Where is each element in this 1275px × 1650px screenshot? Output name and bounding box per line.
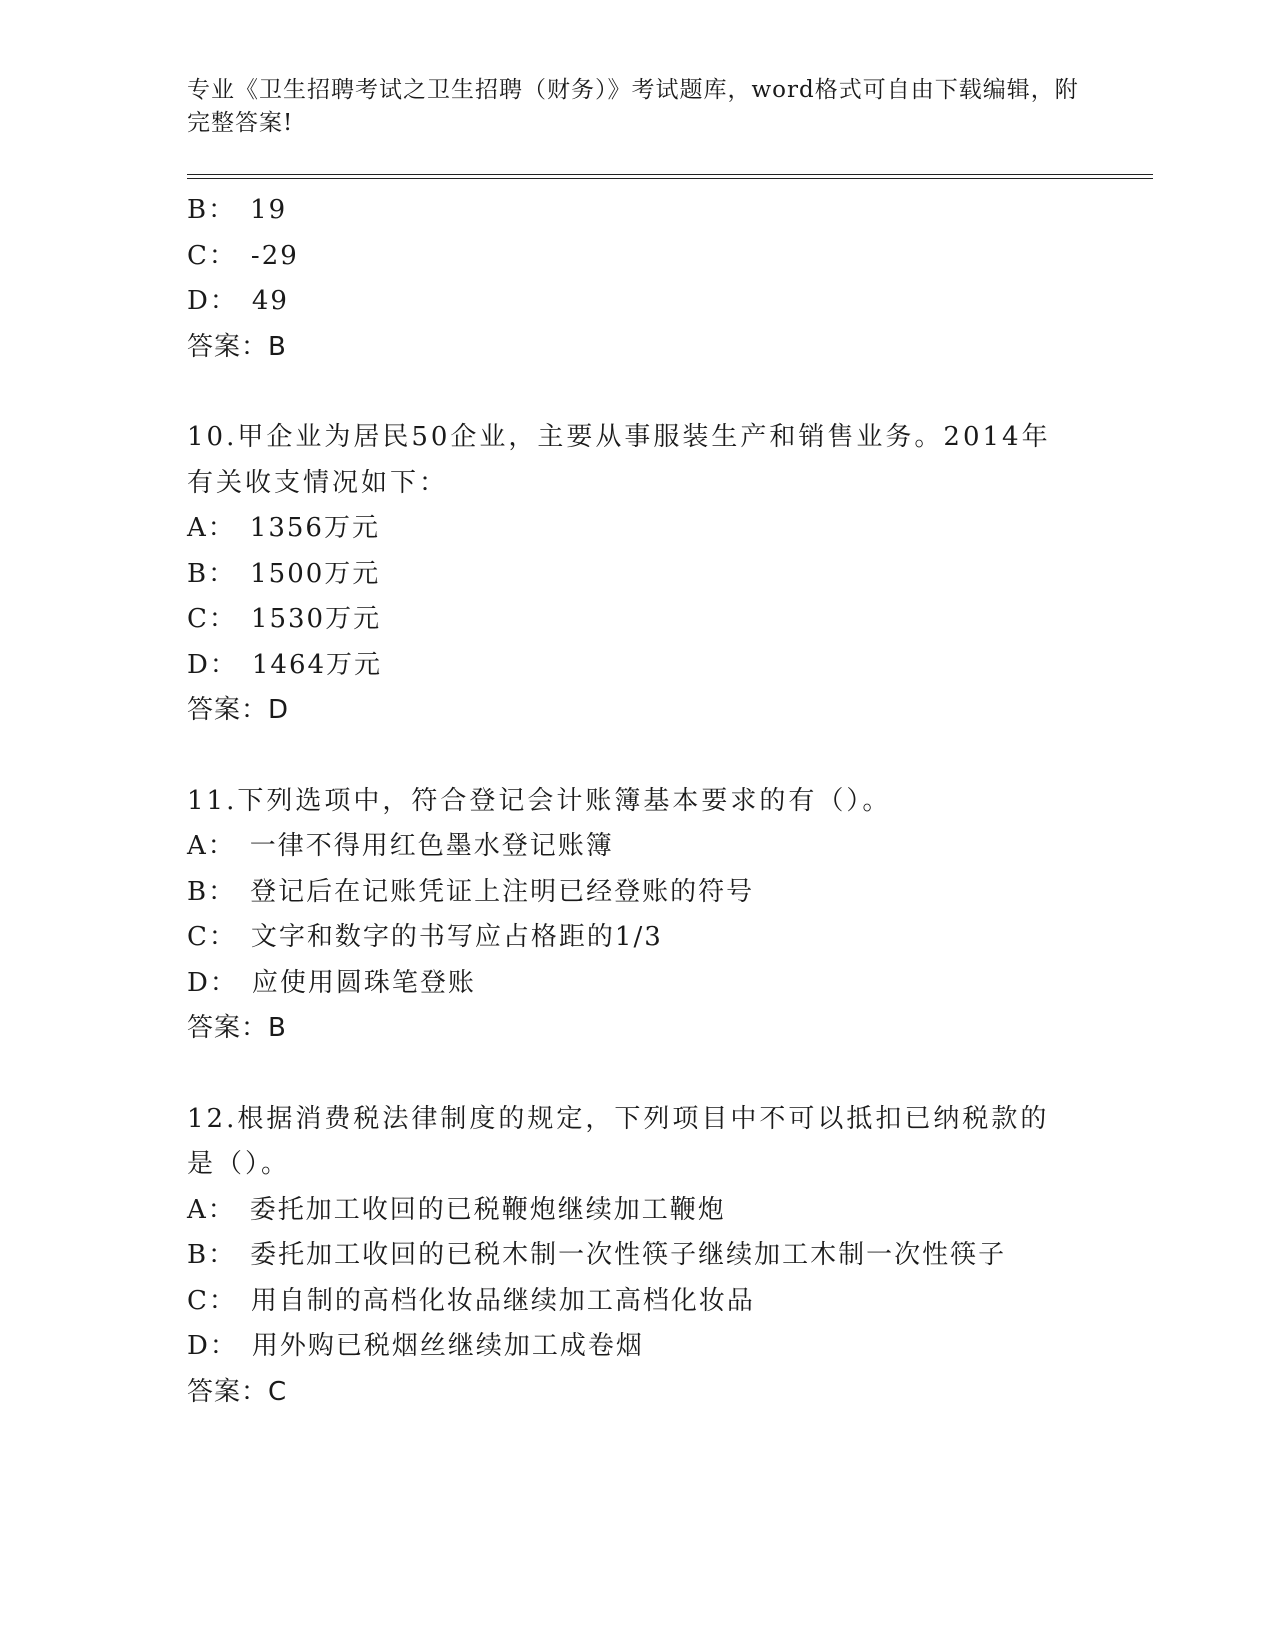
header-rule-bottom <box>187 178 1153 179</box>
header-rule-top <box>187 174 1153 175</box>
option-d: D： 用外购已税烟丝继续加工成卷烟 <box>187 1331 644 1361</box>
option-d: D： 应使用圆珠笔登账 <box>187 967 476 998</box>
question-stem: 10.甲企业为居民50企业，主要从事服装生产和销售业务。2014年有关收支情况如下： <box>187 422 1051 498</box>
document-body <box>187 188 1087 1415</box>
option-b: B： 1500万元 <box>187 558 381 589</box>
answer: 答案：B <box>187 331 287 362</box>
page-header <box>187 74 1087 140</box>
option-c: C： 文字和数字的书写应占格距的1/3 <box>187 922 663 952</box>
answer: 答案：B <box>187 1013 287 1043</box>
question-stem: 11.下列选项中，符合登记会计账簿基本要求的有（）。 <box>187 785 892 816</box>
option-a: A： 委托加工收回的已税鞭炮继续加工鞭炮 <box>187 1194 726 1225</box>
header-title: 专业《卫生招聘考试之卫生招聘（财务）》考试题库，word格式可自由下载编辑，附完整答案! <box>187 77 1079 136</box>
option-c: C： -29 <box>187 240 299 271</box>
option-b: B： 委托加工收回的已税木制一次性筷子继续加工木制一次性筷子 <box>187 1240 1007 1270</box>
answer: 答案：D <box>187 695 290 725</box>
option-b: B： 19 <box>187 195 288 225</box>
answer: 答案：C <box>187 1376 288 1407</box>
option-d: D： 49 <box>187 286 289 316</box>
question-stem: 12.根据消费税法律制度的规定，下列项目中不可以抵扣已纳税款的是（）。 <box>187 1103 1050 1179</box>
option-c: C： 1530万元 <box>187 604 382 634</box>
option-b: B： 登记后在记账凭证上注明已经登账的符号 <box>187 876 755 907</box>
option-d: D： 1464万元 <box>187 649 383 680</box>
option-c: C： 用自制的高档化妆品继续加工高档化妆品 <box>187 1285 755 1316</box>
option-a: A： 一律不得用红色墨水登记账簿 <box>187 831 614 861</box>
option-a: A： 1356万元 <box>187 513 380 543</box>
